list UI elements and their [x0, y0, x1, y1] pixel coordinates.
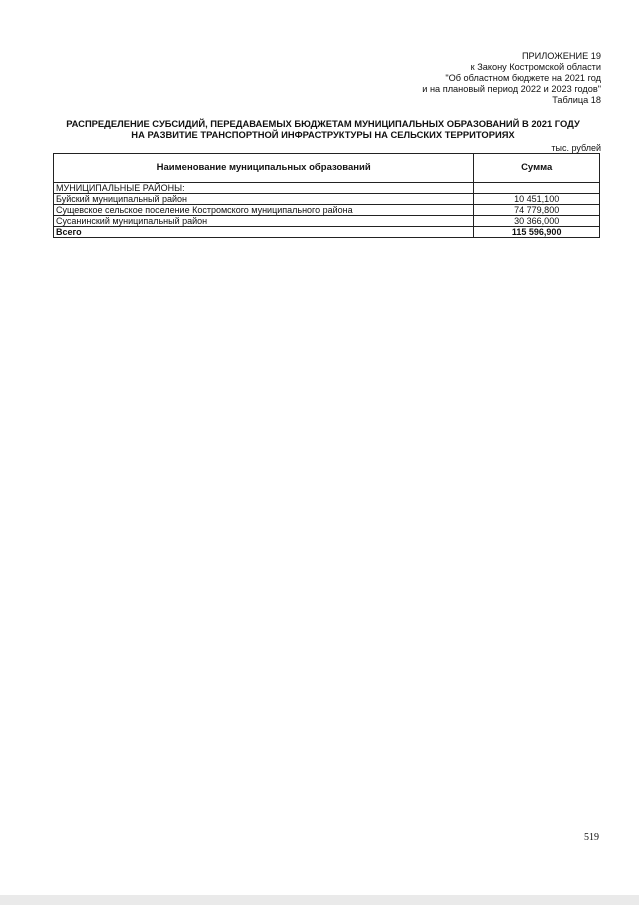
appendix-law-title: "Об областном бюджете на 2021 год	[445, 73, 601, 83]
scan-edge	[0, 895, 639, 905]
section-label: МУНИЦИПАЛЬНЫЕ РАЙОНЫ:	[54, 183, 474, 194]
table-row	[54, 194, 600, 205]
section-amount-empty	[474, 183, 600, 194]
table-row	[54, 205, 600, 216]
column-header-name: Наименование муниципальных образований	[54, 154, 474, 183]
document-title	[40, 118, 606, 140]
row-name: Сущевское сельское поселение Костромского муниципального района	[54, 205, 474, 216]
table-header-row	[54, 154, 600, 183]
appendix-law-reference: к Закону Костромской области	[470, 62, 601, 72]
page-number: 519	[584, 832, 599, 843]
row-name: Сусанинский муниципальный район	[54, 216, 474, 227]
table-row	[54, 216, 600, 227]
appendix-law-period: и на плановый период 2022 и 2023 годов"	[422, 84, 601, 94]
total-label: Всего	[54, 227, 474, 238]
row-name: Буйский муниципальный район	[54, 194, 474, 205]
row-amount: 10 451,100	[474, 194, 600, 205]
subsidy-table	[53, 153, 600, 238]
column-header-amount: Сумма	[474, 154, 600, 183]
row-amount: 74 779,800	[474, 205, 600, 216]
total-amount: 115 596,900	[474, 227, 600, 238]
total-row	[54, 227, 600, 238]
section-row	[54, 183, 600, 194]
units-label: тыс. рублей	[551, 143, 601, 153]
table-number: Таблица 18	[552, 95, 601, 105]
document-title-line-2: НА РАЗВИТИЕ ТРАНСПОРТНОЙ ИНФРАСТРУКТУРЫ НА СЕЛЬСКИХ ТЕРРИТОРИЯХ	[131, 129, 515, 140]
appendix-header	[422, 51, 601, 106]
document-title-line-1: РАСПРЕДЕЛЕНИЕ СУБСИДИЙ, ПЕРЕДАВАЕМЫХ БЮДЖЕТАМ МУНИЦИПАЛЬНЫХ ОБРАЗОВАНИЙ В 2021 ГОДУ	[66, 118, 580, 129]
row-amount: 30 366,000	[474, 216, 600, 227]
appendix-number: ПРИЛОЖЕНИЕ 19	[521, 51, 601, 61]
